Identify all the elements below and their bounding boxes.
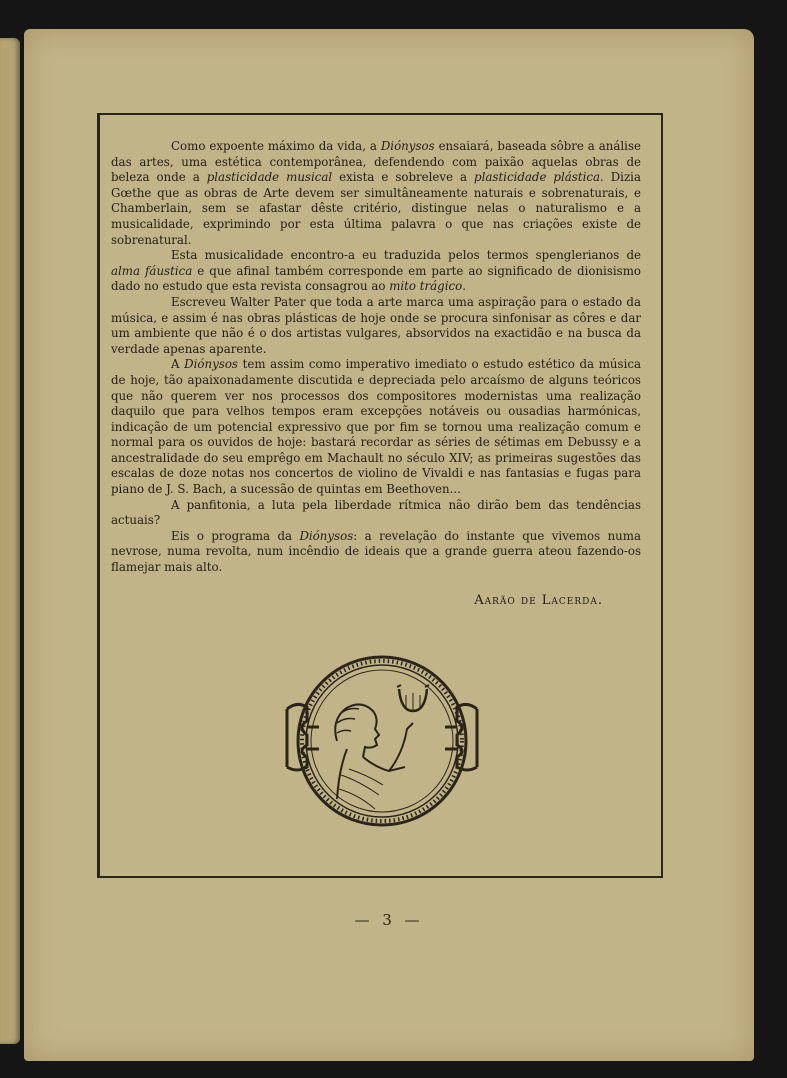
lyre-muse-emblem <box>279 649 485 831</box>
text-run: : a revelação do instante que vivemos numa nevrose, numa revolta, num incêndio de ideais que a grande guerra ateou fazendo-os flamejar mais alto. <box>111 528 641 575</box>
text-run: exista e sobreleve a <box>332 170 475 185</box>
article-paragraph <box>111 498 641 529</box>
text-run: Como expoente máximo da vida, a <box>171 139 381 153</box>
italic-phrase: Diónysos <box>299 528 354 543</box>
text-run: Esta musicalidade encontro-a eu traduzida pelos termos spenglerianos de <box>171 248 641 263</box>
page-number: — 3 — <box>354 911 424 929</box>
article-paragraph <box>111 529 641 576</box>
article-paragraph <box>111 357 641 497</box>
text-run: . <box>462 279 466 294</box>
author-signature: Aarão de Lacerda. <box>474 592 603 608</box>
article-paragraph <box>111 139 641 248</box>
italic-phrase: mito trágico <box>389 279 463 294</box>
text-run: e que afinal também corresponde em parte ao significado de dionisismo dado no estudo que esta revista consagrou ao <box>111 263 641 294</box>
article-body <box>111 139 641 608</box>
text-run: ensaiará, baseada sôbre a análise das artes, uma estética contemporânea, defendendo com paixão aquelas obras de beleza onde a <box>111 139 641 185</box>
article-paragraph <box>111 295 641 357</box>
text-run: . Dizia Gœthe que as obras de Arte devem ser simultâneamente naturais e sobrenaturais, e Chamberlain, sem se afastar dêste critério, distingue nelas o naturalismo e a musicalidade, exprimindo por esta última palavra o que nas criações existe de sobrenatural. <box>111 170 641 247</box>
italic-phrase: alma fáustica <box>111 263 193 278</box>
italic-phrase: plasticidade plástica <box>474 170 600 185</box>
left-page-edge <box>0 38 20 1044</box>
italic-phrase: Diónysos <box>380 139 435 153</box>
italic-phrase: Diónysos <box>184 357 238 372</box>
italic-phrase: plasticidade musical <box>206 170 333 185</box>
text-run: Escreveu Walter Pater que toda a arte marca uma aspiração para o estado da música, e assim é nas obras plásticas de hoje onde se procura sinfonisar as côres e dar um ambiente que não é o dos artistas vulgares, absorvidos na exactidão e na busca da verdade apenas aparente. <box>111 294 641 356</box>
text-run: tem assim como imperativo imediato o estudo estético da música de hoje, tão apaixonadamente discutida e depreciada pelo arcaísmo de alguns teóricos que não querem ver nos processos dos compositores modernistas uma realização daquilo que para velhos tempos eram excepções notáveis ou ousadias harmónicas, indicação de um potencial expressivo que por fim se tornou uma realização comum e normal para os ouvidos de hoje: bastará recordar as séries de sétimas em Debussy e a ancestralidade do seu emprêgo em Machault no século XIV; as primeiras sugestões das escalas de doze notas nos concertos de violino de Vivaldi e nas fantasias e fugas para piano de J. S. Bach, a sucessão de quintas em Beethoven... <box>111 357 641 497</box>
article-paragraph <box>111 248 641 295</box>
text-run: Eis o programa da <box>171 528 300 543</box>
text-run: A <box>171 357 185 372</box>
text-run: A panfitonia, a luta pela liberdade rítmica não dirão bem das tendências actuais? <box>111 497 641 528</box>
